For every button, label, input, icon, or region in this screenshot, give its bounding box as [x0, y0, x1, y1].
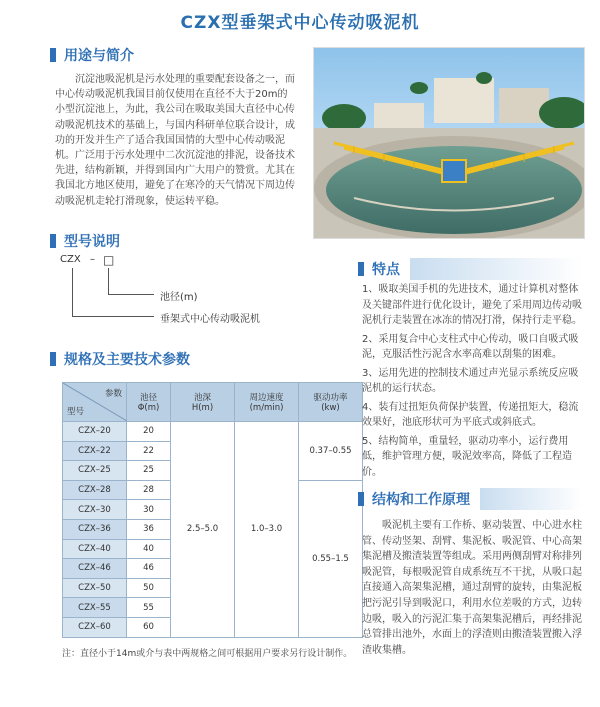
spec-table-wrapper [62, 382, 363, 638]
structure-paragraph-block [362, 518, 582, 658]
page-title: CZX型垂架式中心传动吸泥机 [180, 13, 420, 33]
section-title-specs: 规格及主要技术参数 [64, 352, 190, 368]
column-header: 池深 H(m) [171, 383, 235, 422]
product-photo [313, 47, 585, 239]
section-marker [50, 352, 56, 366]
section-title-features: 特点 [372, 262, 400, 278]
model-cell: CZX–50 [63, 578, 127, 598]
diameter-cell: 25 [127, 461, 171, 481]
model-label-name: 垂架式中心传动吸泥机 [160, 314, 260, 325]
section-marker [358, 492, 364, 506]
section-title-model: 型号说明 [64, 234, 120, 250]
diameter-cell: 36 [127, 519, 171, 539]
corner-bottom-label: 型号 [67, 407, 85, 417]
intro-paragraph-block [55, 72, 295, 209]
speed-cell: 1.0–3.0 [235, 422, 299, 638]
diameter-cell: 50 [127, 578, 171, 598]
structure-paragraph: 吸泥机主要有工作桥、驱动装置、中心进水柱管、传动竖架、刮臂、集泥板、吸泥管、中心高架集泥槽及搬渣装置等组成。采用两侧刮臂对称排列吸泥管，每根吸泥管自成系统互不干扰，从吸口起直接通入高架集泥槽，通过刮臂的旋转，由集泥板把污泥引导到吸泥口，利用水位差吸的方式，边转边吸，吸入的污泥汇集于高架集泥槽后，再经排泥总管排出池外，水面上的浮渣则由搬渣装置搬入浮渣收集槽。 [362, 520, 582, 656]
feature-item: 4、装有过扭矩负荷保护装置，传递扭矩大，稳流效果好，池底形状可为平底式或斜底式。 [362, 401, 579, 428]
model-cell: CZX–60 [63, 617, 127, 637]
model-cell: CZX–40 [63, 539, 127, 559]
section-header-structure [358, 488, 583, 510]
model-code-diagram [60, 254, 320, 324]
depth-cell: 2.5–5.0 [171, 422, 235, 638]
model-prefix: CZX [60, 254, 81, 265]
section-marker [50, 48, 56, 62]
section-title-intro: 用途与简介 [64, 48, 134, 64]
column-header: 周边速度 (m/min) [235, 383, 299, 422]
model-cell: CZX–36 [63, 519, 127, 539]
spec-table [62, 382, 363, 638]
table-corner-cell [63, 383, 127, 422]
model-box: □ [103, 253, 115, 267]
section-header-specs [50, 348, 310, 370]
section-marker [358, 262, 364, 276]
power-cell: 0.55–1.5 [299, 480, 363, 637]
diameter-cell: 60 [127, 617, 171, 637]
connector-line [108, 268, 109, 294]
diameter-cell: 40 [127, 539, 171, 559]
model-cell: CZX–20 [63, 422, 127, 442]
model-cell: CZX–28 [63, 480, 127, 500]
diameter-cell: 20 [127, 422, 171, 442]
section-header-features [358, 258, 583, 280]
section-header-intro [50, 44, 300, 66]
table-header-row [63, 383, 363, 422]
corner-top-label: 参数 [104, 389, 122, 399]
power-cell: 0.37–0.55 [299, 422, 363, 481]
model-label-diameter: 池径(m) [160, 292, 198, 303]
section-marker [50, 234, 56, 248]
connector-line [108, 294, 154, 295]
model-cell: CZX–30 [63, 500, 127, 520]
section-title-structure: 结构和工作原理 [372, 492, 470, 508]
model-cell: CZX–25 [63, 461, 127, 481]
feature-item: 5、结构简单，重量轻，驱动功率小，运行费用低，维护管理方便，吸泥效率高，降低了工程造价。 [362, 435, 572, 478]
diameter-cell: 22 [127, 441, 171, 461]
table-footnote: 注：直径小于14m或介与表中两规格之间可根据用户要求另行设计制作。 [62, 649, 353, 659]
model-cell: CZX–55 [63, 598, 127, 618]
section-header-bar [480, 488, 583, 510]
feature-item: 3、运用先进的控制技术通过声光显示系统反应吸泥机的运行状态。 [362, 367, 579, 394]
feature-item: 2、采用复合中心支柱式中心传动，吸口自吸式吸泥，克服活性污泥含水率高难以刮集的困难。 [362, 333, 579, 360]
clarifier-photo-illustration [314, 48, 584, 238]
column-header: 驱动功率 (kw) [299, 383, 363, 422]
section-header-bar [410, 258, 583, 280]
model-cell: CZX–22 [63, 441, 127, 461]
section-header-model [50, 230, 300, 252]
model-dash: – [90, 254, 95, 265]
diameter-cell: 30 [127, 500, 171, 520]
diameter-cell: 46 [127, 559, 171, 579]
features-list [362, 282, 582, 483]
connector-line [72, 268, 73, 316]
diameter-cell: 55 [127, 598, 171, 618]
column-header: 池径 Φ(m) [127, 383, 171, 422]
table-row [63, 422, 363, 442]
feature-item: 1、吸取美国手机的先进技术，通过计算机对整体及关键部件进行优化设计，避免了采用周边传动吸泥机行走装置在冰冻的情况打滑，保持行走平稳。 [362, 284, 582, 326]
diameter-cell: 28 [127, 480, 171, 500]
model-cell: CZX–46 [63, 559, 127, 579]
intro-paragraph: 沉淀池吸泥机是污水处理的重要配套设备之一，而中心传动吸泥机我国目前仅使用在直径不大于20m的小型沉淀池上，为此，我公司在吸取美国大直径中心传动吸泥机技术的基础上，与国内科研单位联合设计，成功的开发并生产了适合我国国情的大型中心传动吸泥机。广泛用于污水处理中二次沉淀池的排泥，设备技术先进，结构新颖，并得到国内广大用户的赞赏。尤其在我国北方地区使用，避免了在寒冷的天气情况下周边传动吸泥机走轮打滑现象，使运转平稳。 [55, 74, 295, 207]
connector-line [72, 316, 154, 317]
